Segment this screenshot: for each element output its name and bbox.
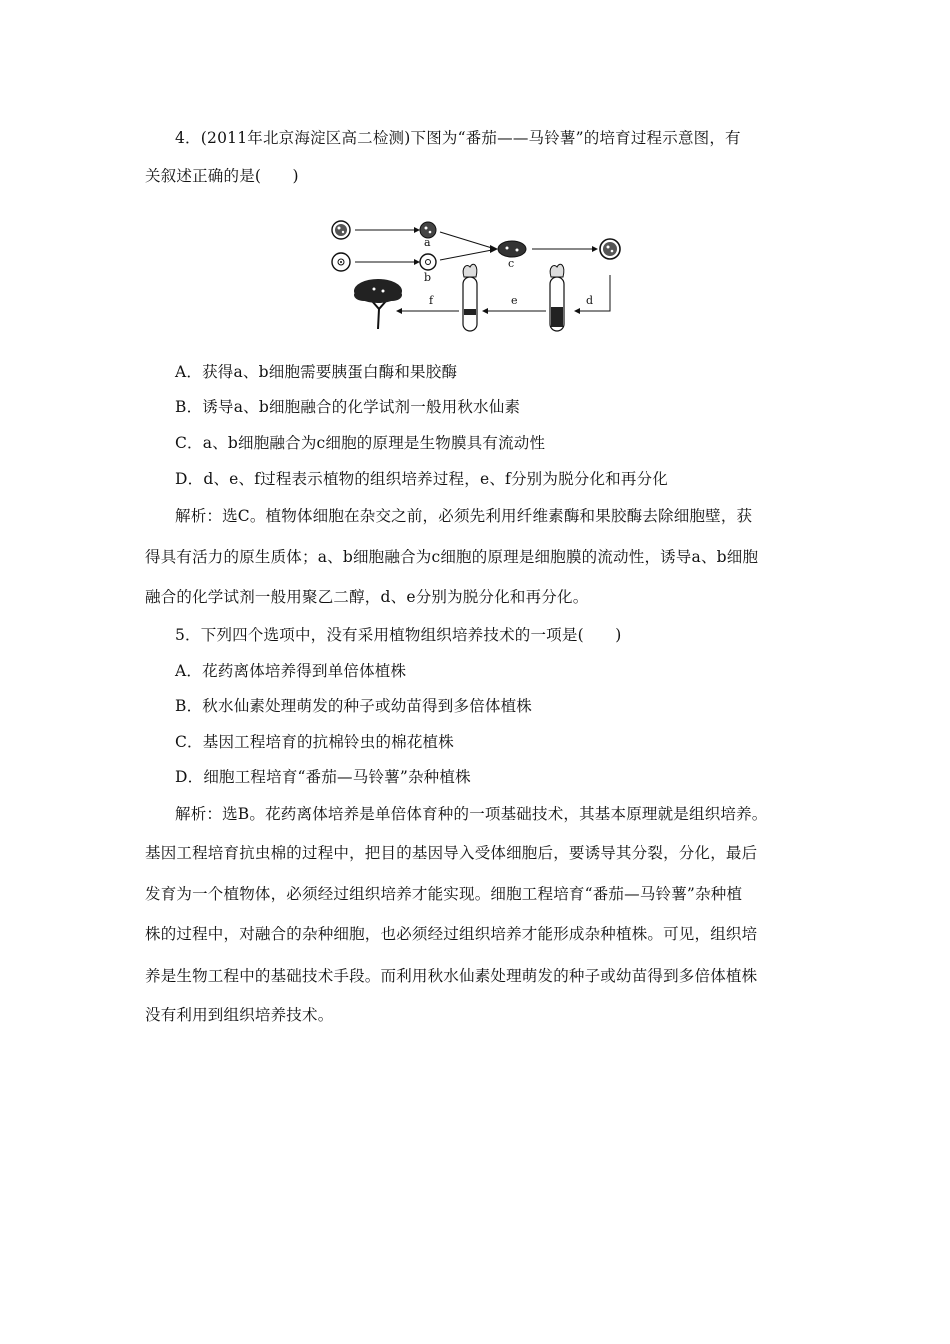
q5-analysis-line2: 基因工程培育抗虫棉的过程中，把目的基因导入受体细胞后，要诱导其分裂，分化，最后 [145, 844, 758, 862]
q5-analysis-line1: 解析：选B。花药离体培养是单倍体育种的一项基础技术，其基本原理就是组织培养。 [175, 805, 768, 823]
q4-option-c: C．a、b细胞融合为c细胞的原理是生物膜具有流动性 [175, 434, 546, 452]
tomato-cell-icon [332, 221, 350, 239]
label-a: a [424, 236, 431, 249]
q4-option-d: D．d、e、f过程表示植物的组织培养过程，e、f分别为脱分化和再分化 [175, 470, 668, 488]
potato-cell-icon [332, 253, 350, 271]
q5-option-b: B．秋水仙素处理萌发的种子或幼苗得到多倍体植株 [175, 697, 532, 715]
q4-stem-line1: 4．(2011年北京海淀区高二检测)下图为“番茄——马铃薯”的培育过程示意图，有 [175, 129, 741, 147]
q5-stem: 5．下列四个选项中，没有采用植物组织培养技术的一项是( ) [175, 626, 622, 644]
q5-option-a: A．花药离体培养得到单倍体植株 [175, 662, 407, 680]
q5-analysis-line4: 株的过程中，对融合的杂种细胞，也必须经过组织培养才能形成杂种植株。可见，组织培 [145, 925, 758, 943]
label-c: c [508, 257, 515, 270]
hybrid-cell-icon [600, 239, 620, 259]
q5-analysis-line5: 养是生物工程中的基础技术手段。而利用秋水仙素处理萌发的种子或幼苗得到多倍体植株 [145, 967, 758, 985]
q4-analysis-line2: 得具有活力的原生质体；a、b细胞融合为c细胞的原理是细胞膜的流动性，诱导a、b细胞 [145, 548, 759, 566]
label-f: f [429, 294, 434, 307]
q4-option-a: A．获得a、b细胞需要胰蛋白酶和果胶酶 [175, 363, 458, 381]
label-e: e [511, 294, 518, 307]
q4-option-b: B．诱导a、b细胞融合的化学试剂一般用秋水仙素 [175, 398, 521, 416]
hybrid-plant-icon [354, 279, 402, 329]
test-tube-callus-icon [550, 264, 564, 331]
q5-option-d: D．细胞工程培育“番茄—马铃薯”杂种植株 [175, 768, 471, 786]
test-tube-seedling-icon [463, 264, 477, 331]
somatic-hybridization-diagram [318, 205, 634, 335]
label-b: b [424, 271, 432, 284]
q4-stem-line2: 关叙述正确的是( ) [145, 167, 299, 185]
q4-analysis-line1: 解析：选C。植物体细胞在杂交之前，必须先利用纤维素酶和果胶酶去除细胞壁，获 [175, 507, 753, 525]
q5-analysis-line3: 发育为一个植物体，必须经过组织培养才能实现。细胞工程培育“番茄—马铃薯”杂种植 [145, 885, 743, 903]
q4-analysis-line3: 融合的化学试剂一般用聚乙二醇，d、e分别为脱分化和再分化。 [145, 588, 589, 606]
q5-analysis-line6: 没有利用到组织培养技术。 [145, 1006, 334, 1024]
q5-option-c: C．基因工程培育的抗棉铃虫的棉花植株 [175, 733, 454, 751]
label-d: d [586, 294, 594, 307]
protoplast-b-icon [420, 254, 436, 270]
fused-cell-c-icon [498, 241, 526, 257]
